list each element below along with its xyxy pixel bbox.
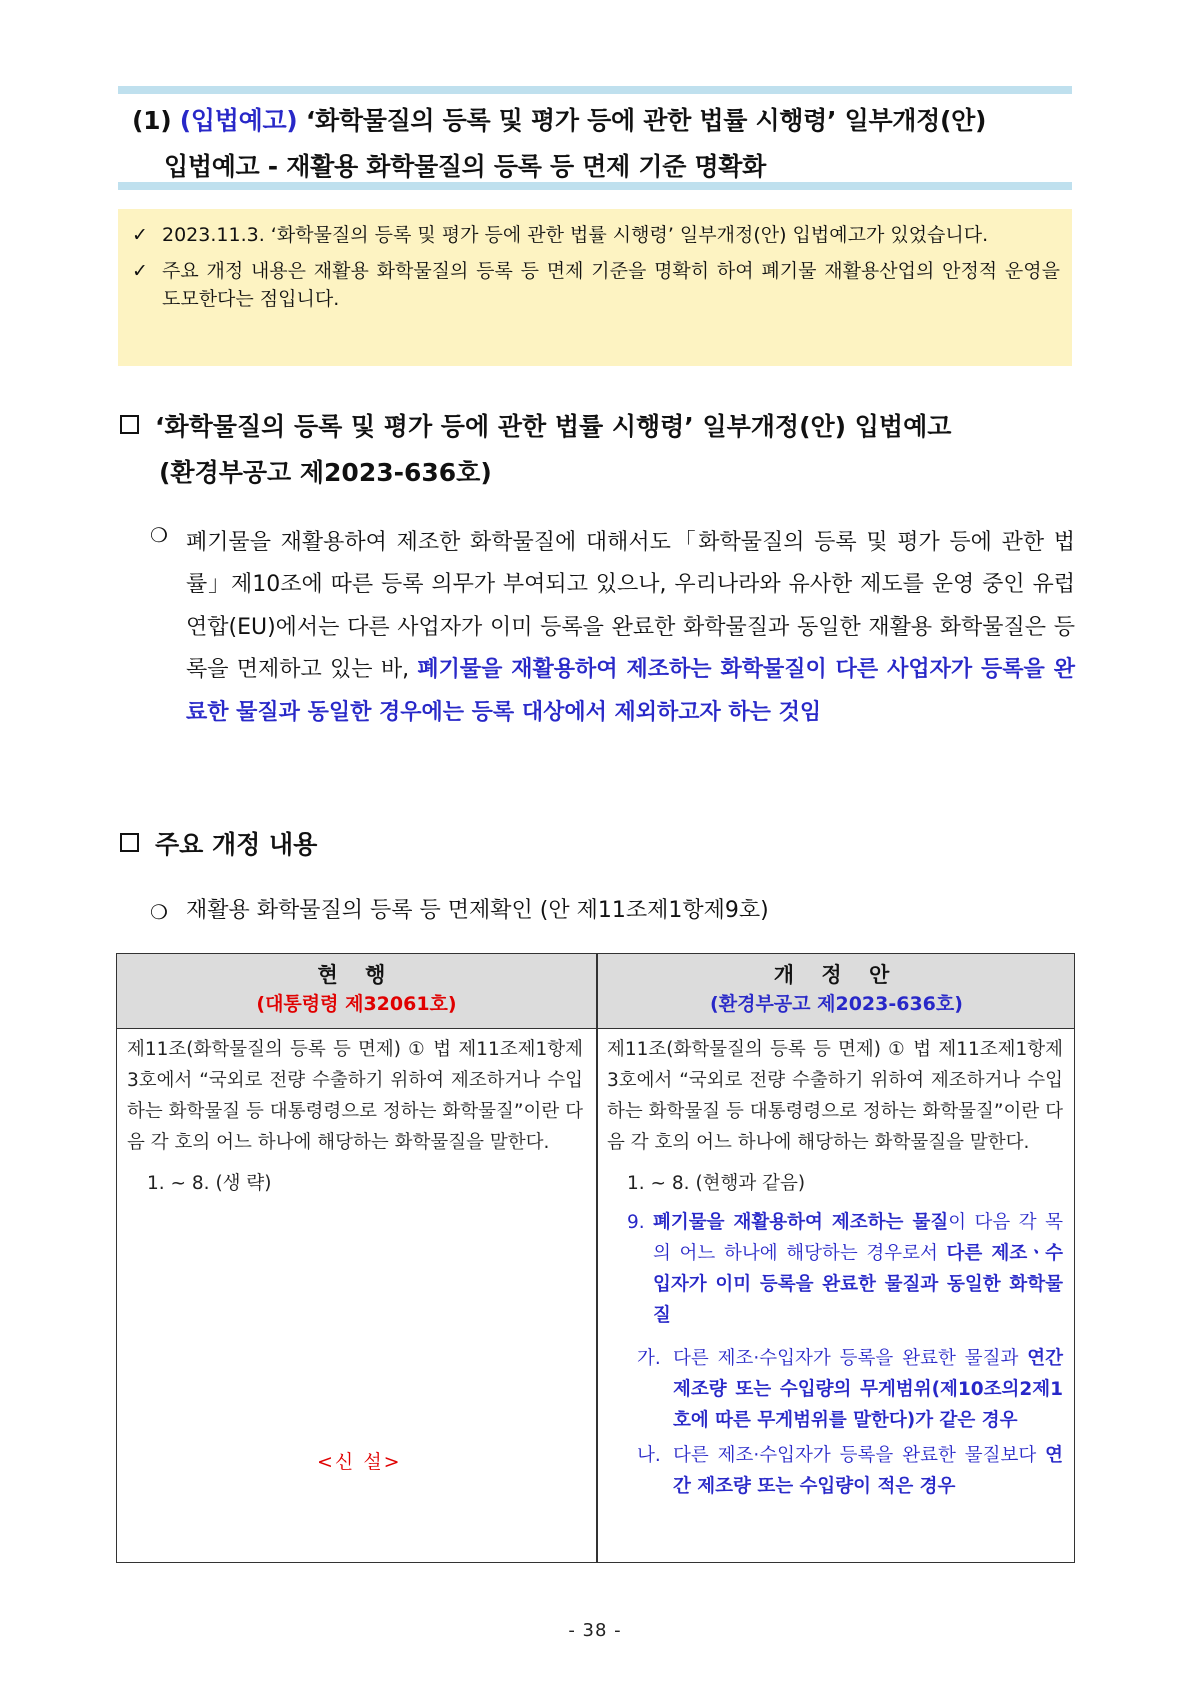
page-title [132,98,1072,190]
item9-bold-2: 다른 제조ㆍ수입자가 이미 등록을 완료한 물질과 동일한 화학물질 [653,1243,1063,1326]
header-current-sub: (대통령령 제32061호) [256,993,457,1015]
subitem-na-body [673,1440,1063,1502]
new-provision-label: <신 설> [317,1451,402,1473]
paragraph-body [186,522,1075,734]
section1-line1: ‘화학물질의 등록 및 평가 등에 관한 법률 시행령’ 일부개정(안) 입법예고 [155,412,952,441]
subitem-ga-text: 다른 제조·수입자가 등록을 완료한 물질과 [673,1348,1028,1369]
header-current-title: 현 행 [317,963,396,987]
proposed-items-1-8: 1. ~ 8. (현행과 같음) [627,1173,806,1194]
item9-bold-1: 폐기물을 재활용하여 제조하는 물질 [653,1212,949,1233]
paragraph-highlight: 폐기물을 재활용하여 제조하는 화학물질이 다른 사업자가 등록을 완료한 물질과 동일한 경우에는 등록 대상에서 제외하고자 하는 것임 [186,657,1075,725]
subitem-na-label: 나. [637,1445,661,1466]
section2-title: 주요 개정 내용 [155,830,318,859]
header-proposed [597,960,1076,1018]
comparison-table [116,953,1075,1563]
summary-box [118,209,1072,366]
current-items-1-8: 1. ~ 8. (생 략) [147,1173,272,1194]
item9-number: 9. [627,1212,645,1233]
subitem-ga-bold: 연간 제조량 또는 수입량의 무게범위(제10조의2제1호에 따른 무게범위를 말한다)가 같은 경우 [673,1348,1063,1431]
summary-text: 주요 개정 내용은 재활용 화학물질의 등록 등 면제 기준을 명확히 하여 폐기물 재활용산업의 안정적 운영을 도모한다는 점입니다. [162,260,1060,310]
proposed-column [607,1034,1063,1502]
proposed-subitem-ga [607,1343,1063,1436]
title-top-rule [118,86,1072,94]
subitem-ga-body [673,1343,1063,1436]
circle-bullet-icon: ❍ [150,523,168,547]
summary-item [132,257,1060,313]
proposed-article-text: 제11조(화학물질의 등록 등 면제) ① 법 제11조제1항제3호에서 “국외로 전량 수출하기 위하여 제조하거나 수입하는 화학물질 등 대통령령으로 정하는 화학물질”이란 다음 각 호의 어느 하나에 해당하는 화학물질을 말한다. [607,1039,1063,1153]
table-column-divider [596,954,598,1562]
subitem-ga-label: 가. [637,1348,661,1369]
summary-item [132,221,1060,249]
current-column [127,1034,583,1473]
title-tag: (입법예고) [179,106,298,135]
section1-line2: (환경부공고 제2023-636호) [159,458,492,487]
changes-bullet-text: 재활용 화학물질의 등록 등 면제확인 (안 제11조제1항제9호) [186,898,769,923]
header-current [117,960,596,1018]
subitem-na-bold: 연간 제조량 또는 수입량이 적은 경우 [673,1445,1063,1497]
section-heading-notice [120,404,1075,496]
current-article-text: 제11조(화학물질의 등록 등 면제) ① 법 제11조제1항제3호에서 “국외로 전량 수출하기 위하여 제조하거나 수입하는 화학물질 등 대통령령으로 정하는 화학물질”이란 다음 각 호의 어느 하나에 해당하는 화학물질을 말한다. [127,1039,583,1153]
title-line2: 입법예고 - 재활용 화학물질의 등록 등 면제 기준 명확화 [164,152,767,181]
notice-paragraph [150,522,1075,734]
square-bullet-icon [120,415,139,434]
item9-text: 이 다음 각 목의 어느 하나에 해당하는 경우로서 [653,1212,1064,1264]
paragraph-text: 폐기물을 재활용하여 제조한 화학물질에 대해서도「화학물질의 등록 및 평가 등에 관한 법률」제10조에 따른 등록 의무가 부여되고 있으나, 우리나라와 유사한 제도를 운영 중인 유럽연합(EU)에서는 다른 사업자가 이미 등록을 완료한 화학물질과 동일한 재활용 화학물질은 등록을 면제하고 있는 바, [186,530,1075,683]
proposed-item-9 [607,1207,1063,1331]
proposed-subitem-na [607,1440,1063,1502]
check-icon: ✓ [132,260,148,282]
check-icon: ✓ [132,224,148,246]
changes-bullet [150,895,1075,928]
header-proposed-sub: (환경부공고 제2023-636호) [710,993,963,1015]
page-number: - 38 - [568,1620,622,1641]
title-line1: ‘화학물질의 등록 및 평가 등에 관한 법률 시행령’ 일부개정(안) [305,106,987,135]
title-number: (1) [132,106,172,135]
title-bottom-rule [118,182,1072,190]
square-bullet-icon [120,833,139,852]
summary-text: 2023.11.3. ‘화학물질의 등록 및 평가 등에 관한 법률 시행령’ 일부개정(안) 입법예고가 있었습니다. [162,224,989,246]
section-heading-main-changes [120,825,317,865]
circle-bullet-icon: ❍ [150,900,168,924]
item9-body [653,1207,1063,1331]
subitem-na-text: 다른 제조·수입자가 등록을 완료한 물질보다 [673,1445,1046,1466]
header-proposed-title: 개 정 안 [773,963,900,987]
